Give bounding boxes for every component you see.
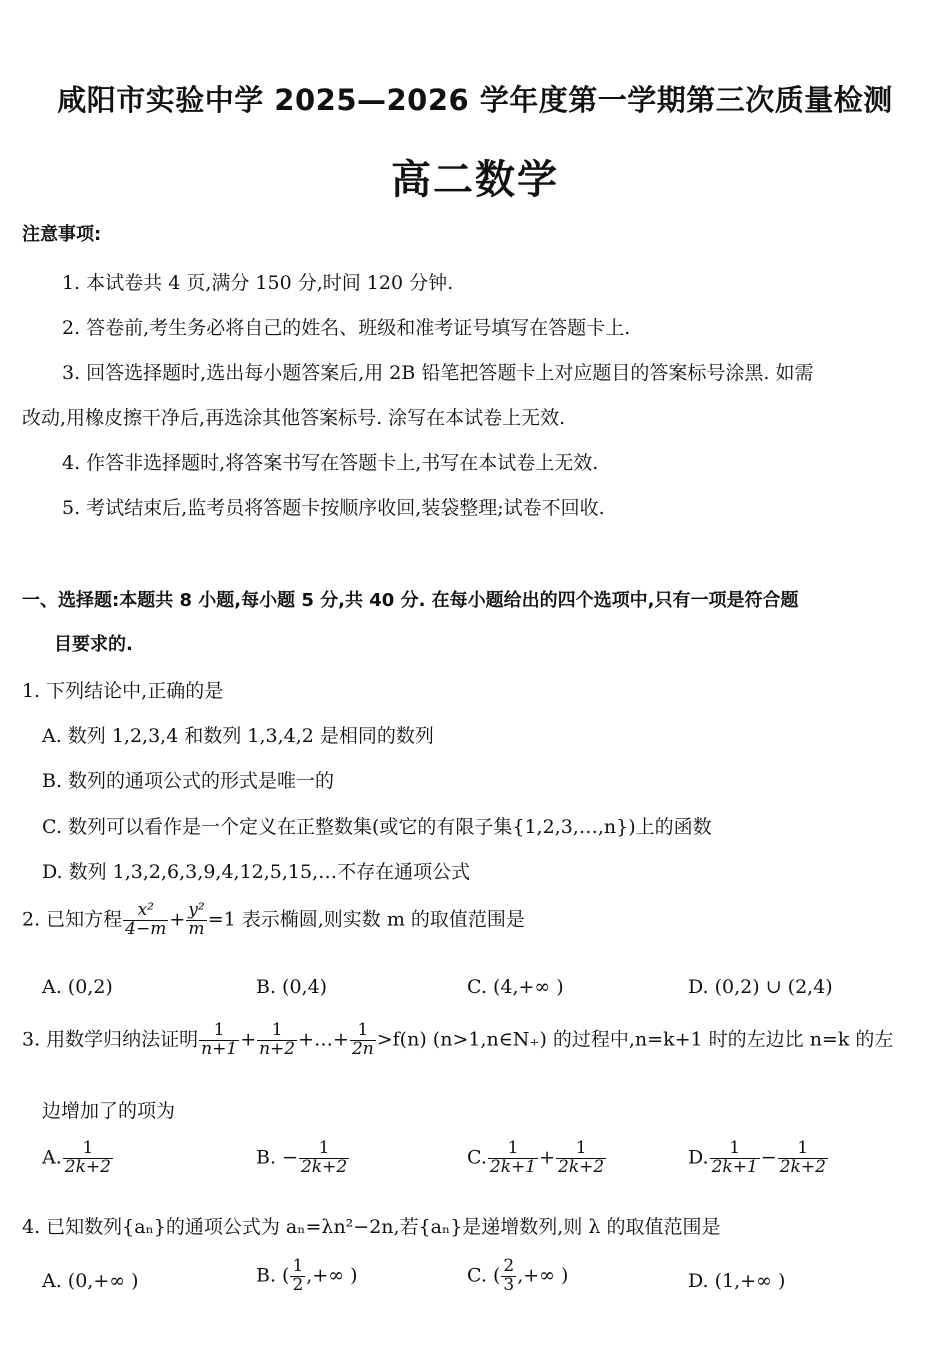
question-4-option-a: A. (0,+∞ ) xyxy=(42,1270,139,1292)
notice-item-2: 2. 答卷前,考生务必将自己的姓名、班级和准考证号填写在答题卡上. xyxy=(62,317,631,339)
question-2-option-c: C. (4,+∞ ) xyxy=(467,976,564,998)
question-2-option-b: B. (0,4) xyxy=(256,976,328,998)
question-4-option-d: D. (1,+∞ ) xyxy=(688,1270,786,1292)
question-2-option-d: D. (0,2) ∪ (2,4) xyxy=(688,976,833,998)
question-4-stem: 4. 已知数列{aₙ}的通项公式为 aₙ=λn²−2n,若{aₙ}是递增数列,则 λ 的取值范围是 xyxy=(22,1216,721,1238)
question-3-stem-cont: 边增加了的项为 xyxy=(42,1100,176,1122)
notice-heading: 注意事项: xyxy=(22,224,102,245)
question-2-prefix: 2. 已知方程 xyxy=(22,908,123,931)
fraction-1-over-2n: $\frac{1}{2n}$ xyxy=(351,1020,374,1059)
question-3-option-a: A. $\frac{1}{2k+2}$ xyxy=(42,1138,111,1177)
question-3-option-d: D. $\frac{1}{2k+1}$ − $\frac{1}{2k+2}$ xyxy=(688,1138,826,1177)
question-2-stem: 2. 已知方程 $\frac{\text{x²}}{4-m}$ + $\frac{\text{y²}}{m}$ =1 表示椭圆,则实数 m 的取值范围是 xyxy=(22,900,525,939)
question-2-option-a: A. (0,2) xyxy=(42,976,113,998)
question-1-option-d: D. 数列 1,3,2,6,3,9,4,12,5,15,…不存在通项公式 xyxy=(42,861,471,883)
question-4-option-b: B. ( $\frac{1}{2}$ ,+∞ ) xyxy=(256,1256,358,1295)
notice-item-3: 3. 回答选择题时,选出每小题答案后,用 2B 铅笔把答题卡上对应题目的答案标号涂黑. 如需 xyxy=(62,362,814,384)
fraction-y2-over-m: $\frac{\text{y²}}{m}$ xyxy=(188,900,205,939)
notice-item-5: 5. 考试结束后,监考员将答题卡按顺序收回,装袋整理;试卷不回收. xyxy=(62,497,605,519)
question-3-option-b: B. − $\frac{1}{2k+2}$ xyxy=(256,1138,348,1177)
fraction-x2-over-4-minus-m: $\frac{\text{x²}}{4-m}$ xyxy=(125,900,167,939)
question-4-option-c: C. ( $\frac{2}{3}$ ,+∞ ) xyxy=(467,1256,569,1295)
notice-item-4: 4. 作答非选择题时,将答案书写在答题卡上,书写在本试卷上无效. xyxy=(62,452,599,474)
exam-title: 咸阳市实验中学 2025—2026 学年度第一学期第三次质量检测 xyxy=(57,83,893,117)
fraction-1-over-n-plus-2: $\frac{1}{n+2}$ xyxy=(259,1020,296,1059)
section-1-heading-cont: 目要求的. xyxy=(54,634,133,655)
subject-title: 高二数学 xyxy=(391,157,559,203)
question-2-suffix: =1 表示椭圆,则实数 m 的取值范围是 xyxy=(207,908,525,931)
question-3-stem: 3. 用数学归纳法证明 $\frac{1}{n+1}$ + $\frac{1}{n+2}$ +…+ $\frac{1}{2n}$ >f(n) (n>1,n∈N₊) 的过程中,n=k+1 时的左边比 n=k 的左 xyxy=(22,1020,894,1059)
question-1-option-a: A. 数列 1,2,3,4 和数列 1,3,4,2 是相同的数列 xyxy=(42,725,434,747)
fraction-1-over-n-plus-1: $\frac{1}{n+1}$ xyxy=(201,1020,238,1059)
notice-item-1: 1. 本试卷共 4 页,满分 150 分,时间 120 分钟. xyxy=(62,272,454,294)
question-1-option-c: C. 数列可以看作是一个定义在正整数集(或它的有限子集{1,2,3,…,n})上的函数 xyxy=(42,816,712,838)
question-1-stem: 1. 下列结论中,正确的是 xyxy=(22,680,224,702)
section-1-heading: 一、选择题:本题共 8 小题,每小题 5 分,共 40 分. 在每小题给出的四个选项中,只有一项是符合题 xyxy=(22,590,799,611)
question-3-option-c: C. $\frac{1}{2k+1}$ + $\frac{1}{2k+2}$ xyxy=(467,1138,605,1177)
notice-item-3-cont: 改动,用橡皮擦干净后,再选涂其他答案标号. 涂写在本试卷上无效. xyxy=(22,407,566,429)
question-1-option-b: B. 数列的通项公式的形式是唯一的 xyxy=(42,770,335,792)
